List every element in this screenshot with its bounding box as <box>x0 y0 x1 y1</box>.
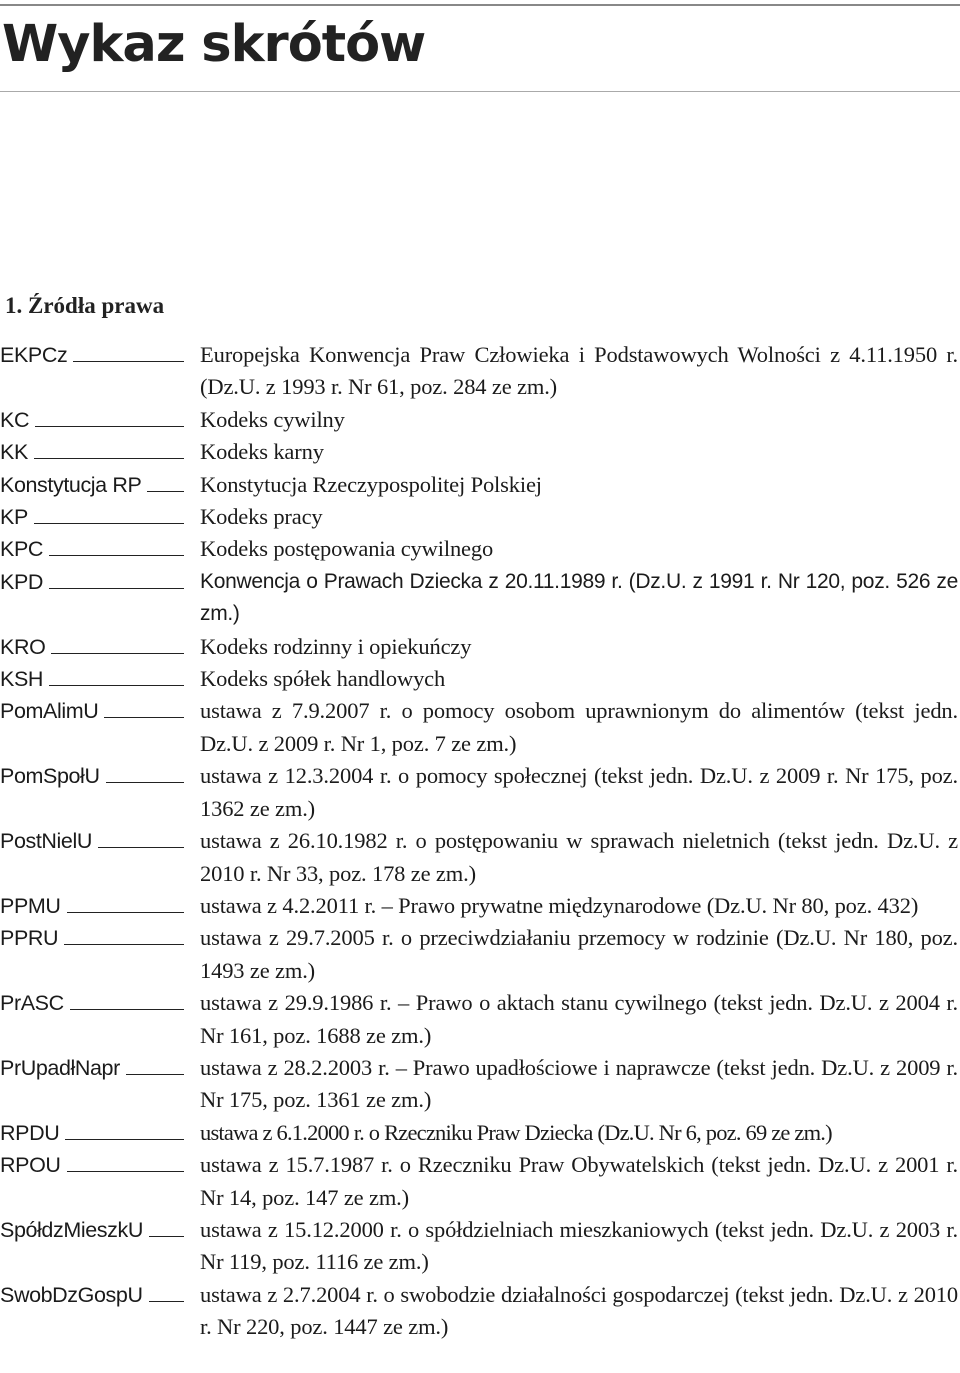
abbreviation: KPD <box>0 569 44 594</box>
abbreviation-description: ustawa z 4.2.2011 r. – Prawo prywatne międzynarodowe (Dz.U. Nr 80, poz. 432) <box>200 892 919 918</box>
list-item <box>0 631 958 663</box>
list-item <box>0 1149 958 1214</box>
abbreviation-description: ustawa z 2.7.2004 r. o swobodzie działalności gospodarczej (tekst jedn. Dz.U. z 2010 r. Nr 220, poz. 1447 ze zm.) <box>200 1281 958 1340</box>
leader-line <box>49 555 184 556</box>
abbreviation-description: ustawa z 29.9.1986 r. – Prawo o aktach stanu cywilnego (tekst jedn. Dz.U. z 2004 r. Nr 161, poz. 1688 ze zm.) <box>200 990 958 1048</box>
abbreviation: PPRU <box>0 926 59 951</box>
abbreviation: KRO <box>0 634 46 659</box>
list-item <box>0 1052 958 1117</box>
list-item <box>0 533 958 565</box>
leader-line <box>149 1301 184 1302</box>
list-item <box>0 663 958 695</box>
leader-line <box>34 458 184 459</box>
abbreviation: PostNielU <box>0 829 92 854</box>
abbreviation: Konstytucja RP <box>0 472 142 497</box>
leader-line <box>67 1171 184 1172</box>
abbreviation: KPC <box>0 537 44 562</box>
abbreviation-description: ustawa z 12.3.2004 r. o pomocy społecznej (tekst jedn. Dz.U. z 2009 r. Nr 175, poz. 1362 ze zm.) <box>200 763 958 821</box>
leader-line <box>51 653 184 654</box>
list-item <box>0 760 958 825</box>
leader-line <box>149 1236 184 1237</box>
list-item <box>0 1117 958 1149</box>
abbreviation-description: Kodeks rodzinny i opiekuńczy <box>200 633 472 659</box>
leader-line <box>64 944 184 945</box>
abbreviation-description: ustawa z 15.12.2000 r. o spółdzielniach mieszkaniowych (tekst jedn. Dz.U. z 2003 r. Nr 119, poz. 1116 ze zm.) <box>200 1216 958 1275</box>
list-item <box>0 1279 958 1344</box>
abbreviation-description: ustawa z 28.2.2003 r. – Prawo upadłościowe i naprawcze (tekst jedn. Dz.U. z 2009 r. Nr 175, poz. 1361 ze zm.) <box>200 1054 958 1113</box>
abbreviation: KSH <box>0 667 44 692</box>
list-item <box>0 890 958 922</box>
leader-line <box>34 523 184 524</box>
list-item <box>0 469 958 501</box>
list-item <box>0 922 958 987</box>
abbreviation-description: ustawa z 15.7.1987 r. o Rzeczniku Praw Obywatelskich (tekst jedn. Dz.U. z 2001 r. Nr 14, poz. 147 ze zm.) <box>200 1152 958 1210</box>
abbreviation-description: Europejska Konwencja Praw Człowieka i Podstawowych Wolności z 4.11.1950 r. (Dz.U. z 1993 r. Nr 61, poz. 284 ze zm.) <box>200 342 958 400</box>
abbreviation: RPOU <box>0 1153 61 1178</box>
abbreviation: RPDU <box>0 1120 60 1145</box>
list-item <box>0 339 958 404</box>
list-item <box>0 436 958 468</box>
list-item <box>0 566 958 631</box>
abbreviation: EKPCz <box>0 343 68 367</box>
leader-line <box>49 685 184 686</box>
leader-line <box>104 717 184 718</box>
list-item <box>0 825 958 890</box>
abbreviation: SwobDzGospU <box>0 1282 143 1307</box>
abbreviation: SpółdzMieszkU <box>0 1217 143 1242</box>
abbreviation-description: ustawa z 29.7.2005 r. o przeciwdziałaniu przemocy w rodzinie (Dz.U. Nr 180, poz. 1493 ze zm.) <box>200 925 958 983</box>
leader-line <box>70 1009 184 1010</box>
abbreviation-description: Kodeks postępowania cywilnego <box>200 536 494 562</box>
abbreviation-description: Kodeks pracy <box>200 504 323 530</box>
abbreviation: KK <box>0 440 28 465</box>
abbreviation: PomAlimU <box>0 699 99 724</box>
abbreviation: KP <box>0 505 28 530</box>
abbreviation: PomSpołU <box>0 764 100 789</box>
leader-line <box>106 782 184 783</box>
top-rule <box>0 4 960 6</box>
abbreviation-description: Konwencja o Prawach Dziecka z 20.11.1989 r. (Dz.U. z 1991 r. Nr 120, poz. 526 ze zm.) <box>200 569 958 626</box>
leader-line <box>98 847 184 848</box>
leader-line <box>73 361 184 362</box>
list-item <box>0 501 958 533</box>
abbreviation: PrUpadłNapr <box>0 1055 120 1080</box>
leader-line <box>126 1074 184 1075</box>
leader-line <box>35 426 184 427</box>
abbreviation-description: ustawa z 6.1.2000 r. o Rzeczniku Praw Dziecka (Dz.U. Nr 6, poz. 69 ze zm.) <box>200 1119 832 1145</box>
title-rule <box>0 91 960 92</box>
leader-line <box>49 588 184 589</box>
list-item <box>0 695 958 760</box>
abbreviation-list <box>0 339 960 1344</box>
abbreviation: PPMU <box>0 893 61 918</box>
abbreviation-description: Kodeks cywilny <box>200 406 345 432</box>
abbreviation-description: Kodeks karny <box>200 439 324 465</box>
abbreviation-description: ustawa z 7.9.2007 r. o pomocy osobom uprawnionym do alimentów (tekst jedn. Dz.U. z 2009 r. Nr 1, poz. 7 ze zm.) <box>200 698 958 756</box>
list-item <box>0 1214 958 1279</box>
leader-line <box>67 912 184 913</box>
list-item <box>0 404 958 436</box>
page-title: Wykaz skrótów <box>2 15 426 74</box>
abbreviation-description: Konstytucja Rzeczypospolitej Polskiej <box>200 471 542 497</box>
section-heading: 1. Źródła prawa <box>5 293 165 318</box>
leader-line <box>65 1139 184 1140</box>
abbreviation: KC <box>0 407 30 432</box>
list-item <box>0 987 958 1052</box>
abbreviation: PrASC <box>0 991 64 1016</box>
abbreviation-description: ustawa z 26.10.1982 r. o postępowaniu w sprawach nieletnich (tekst jedn. Dz.U. z 2010 r. Nr 33, poz. 178 ze zm.) <box>200 828 958 886</box>
abbreviation-description: Kodeks spółek handlowych <box>200 666 446 692</box>
leader-line <box>147 491 184 492</box>
